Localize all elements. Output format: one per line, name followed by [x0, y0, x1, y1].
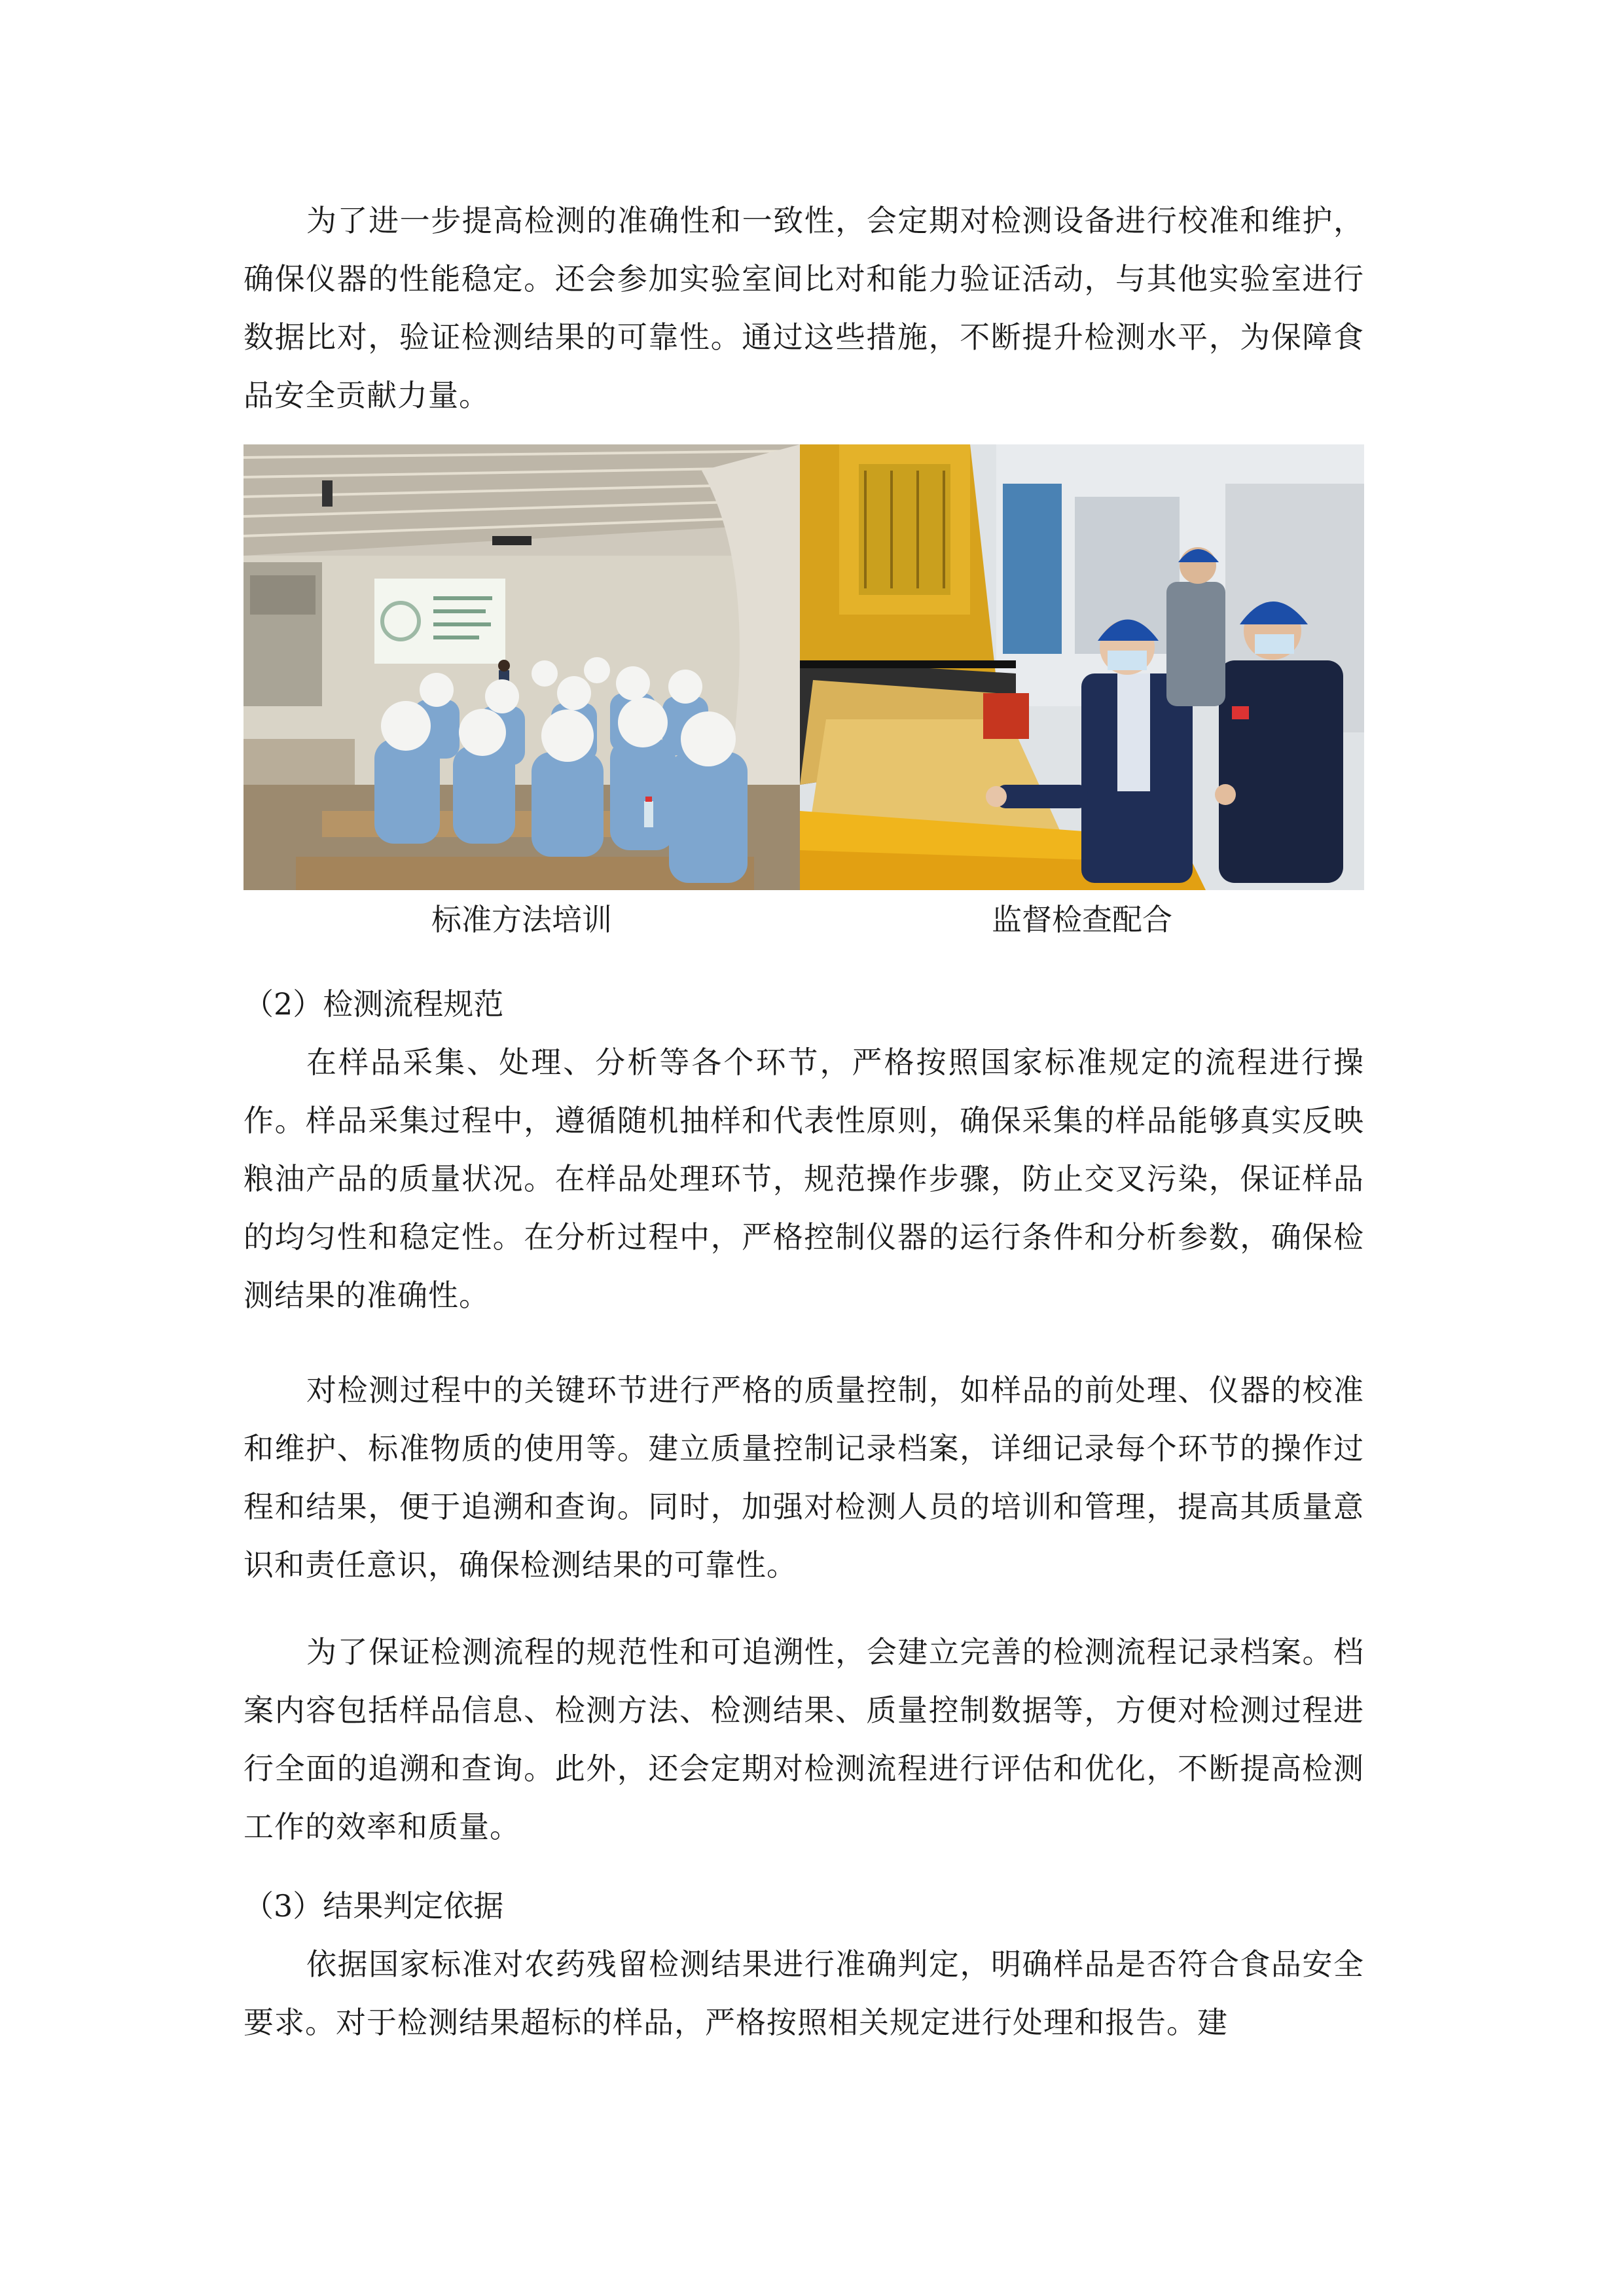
section-heading-process: （2）检测流程规范 [244, 986, 504, 1022]
paragraph-quality-control: 对检测过程中的关键环节进行严格的质量控制，如样品的前处理、仪器的校准和维护、标准物质的使用等。建立质量控制记录档案，详细记录每个环节的操作过程和结果，便于追溯和查询。同时，加强对检测人员的培训和管理，提高其质量意识和责任意识，确保检测结果的可靠性。 [244, 1372, 1364, 1583]
paragraph-records: 为了保证检测流程的规范性和可追溯性，会建立完善的检测流程记录档案。档案内容包括样品信息、检测方法、检测结果、质量控制数据等，方便对检测过程进行全面的追溯和查询。此外，还会定期对检测流程进行评估和优化，不断提高检测工作的效率和质量。 [244, 1634, 1364, 1844]
inspection-photo-image [800, 444, 1364, 890]
paragraph-calibration: 为了进一步提高检测的准确性和一致性，会定期对检测设备进行校准和维护，确保仪器的性能稳定。还会参加实验室间比对和能力验证活动，与其他实验室进行数据比对，验证检测结果的可靠性。通过这些措施，不断提升检测水平，为保障食品安全贡献力量。 [244, 203, 1364, 413]
figure-caption-inspection: 监督检查配合 [992, 902, 1172, 937]
paragraph-judgment: 依据国家标准对农药残留检测结果进行准确判定，明确样品是否符合食品安全要求。对于检测结果超标的样品，严格按照相关规定进行处理和报告。建 [244, 1946, 1364, 2040]
inspection-photo [800, 444, 1364, 890]
training-photo [244, 444, 800, 890]
section-heading-judgment: （3）结果判定依据 [244, 1888, 504, 1924]
paragraph-sampling: 在样品采集、处理、分析等各个环节，严格按照国家标准规定的流程进行操作。样品采集过程中，遵循随机抽样和代表性原则，确保采集的样品能够真实反映粮油产品的质量状况。在样品处理环节，规范操作步骤，防止交叉污染，保证样品的均匀性和稳定性。在分析过程中，严格控制仪器的运行条件和分析参数，确保检测结果的准确性。 [244, 1045, 1364, 1313]
figure-caption-training: 标准方法培训 [431, 902, 612, 937]
training-photo-image [244, 444, 800, 890]
